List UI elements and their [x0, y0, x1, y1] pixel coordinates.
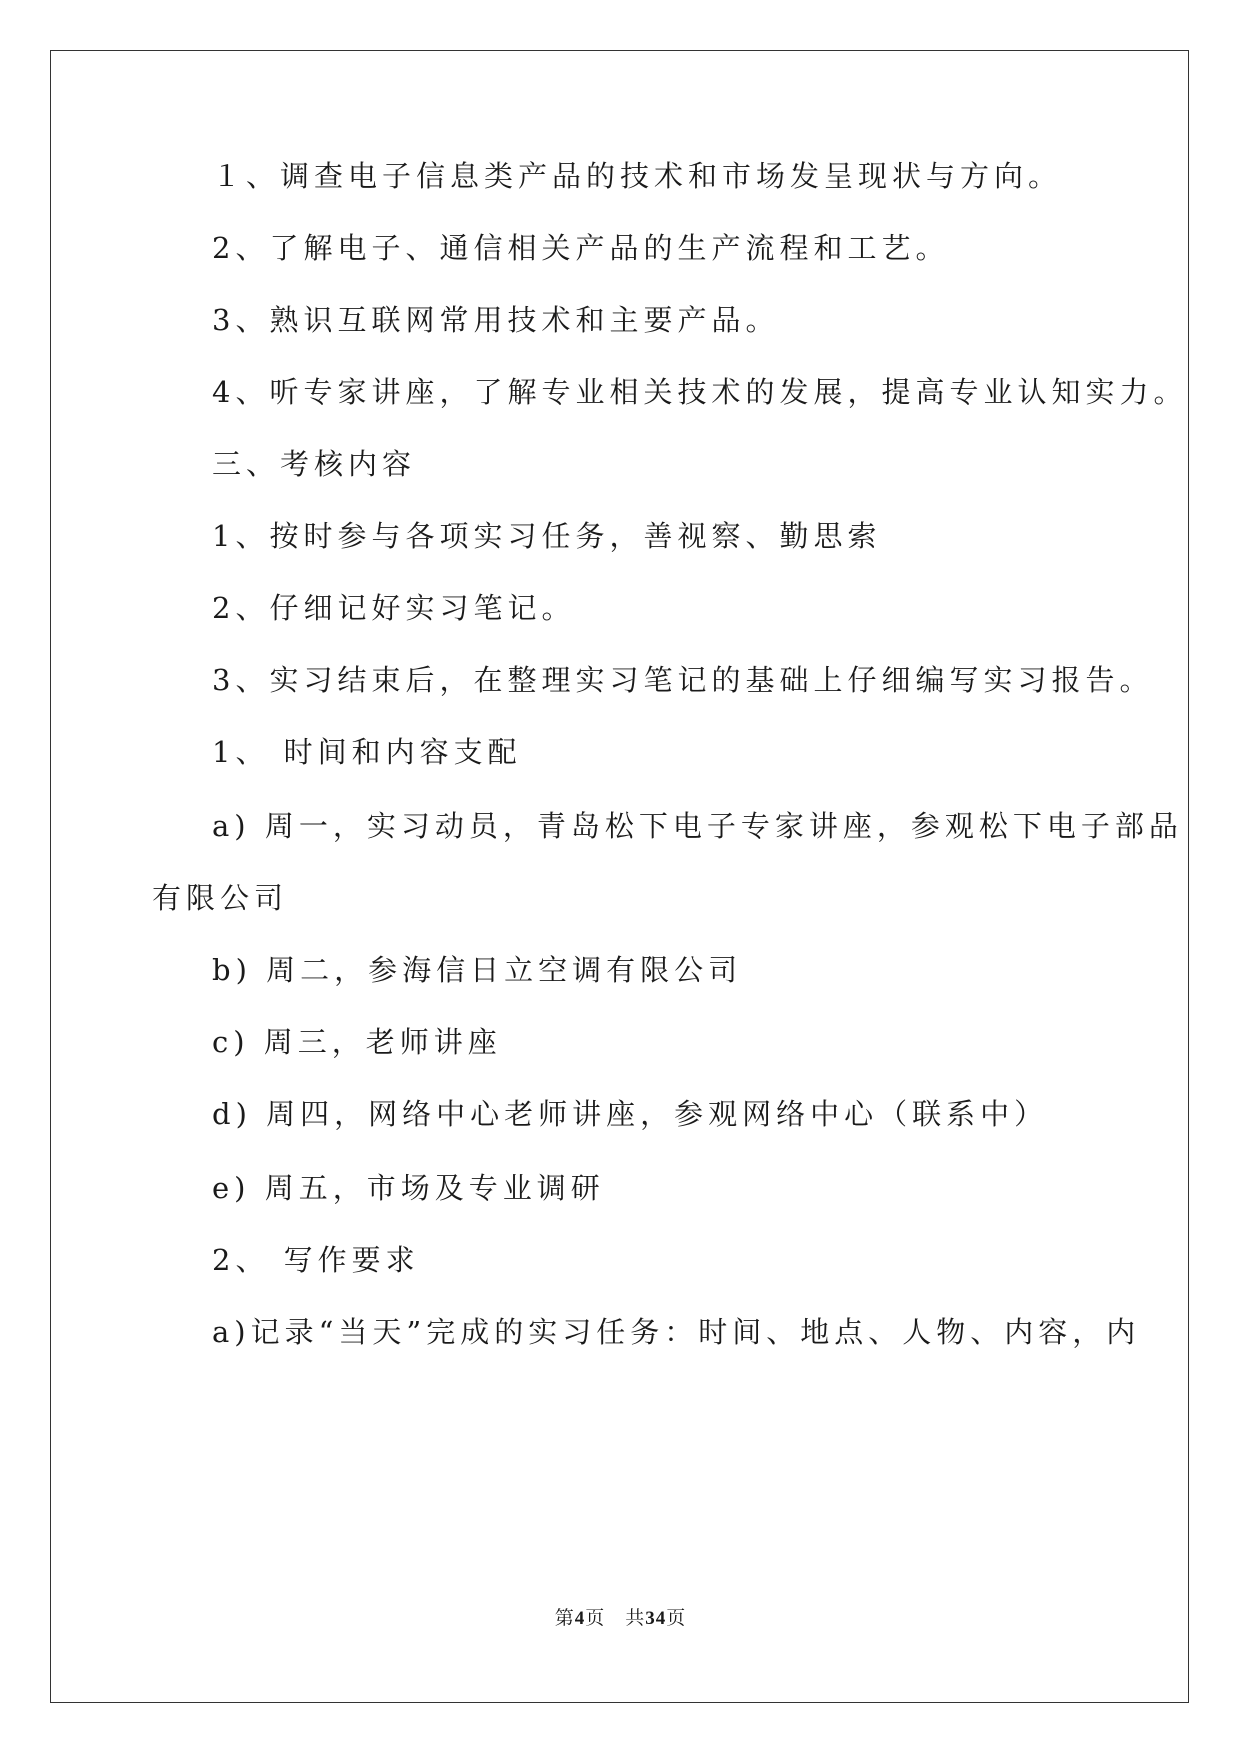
footer-page-number: 4	[574, 1608, 586, 1629]
subheading-writing: 2、 写作要求	[212, 1243, 420, 1277]
paragraph-2: 2、了解电子、通信相关产品的生产流程和工艺。	[212, 231, 950, 265]
schedule-item-d: d) 周四，网络中心老师讲座，参观网络中心（联系中）	[212, 1097, 1049, 1131]
paragraph-6: 2、仔细记好实习笔记。	[212, 591, 576, 625]
section-heading: 三、考核内容	[212, 447, 417, 481]
footer-prefix: 第	[554, 1608, 575, 1629]
writing-item-a: a)记录“当天”完成的实习任务：时间、地点、人物、内容，内	[212, 1315, 1141, 1349]
paragraph-3: 3、熟识互联网常用技术和主要产品。	[212, 303, 780, 337]
footer-suffix: 页	[666, 1608, 687, 1629]
schedule-item-b: b) 周二，参海信日立空调有限公司	[212, 953, 743, 987]
footer-mid: 页 共	[585, 1608, 646, 1629]
footer-total-pages: 34	[645, 1608, 667, 1629]
paragraph-1: １、调查电子信息类产品的技术和市场发呈现状与方向。	[212, 159, 1063, 193]
schedule-item-e: e) 周五，市场及专业调研	[212, 1171, 605, 1205]
paragraph-4: 4、听专家讲座，了解专业相关技术的发展，提高专业认知实力。	[212, 375, 1188, 409]
subheading-schedule: 1、 时间和内容支配	[212, 735, 522, 769]
page-frame	[50, 50, 1189, 1703]
schedule-item-a-cont: 有限公司	[152, 881, 289, 915]
page-footer	[0, 1603, 1241, 1630]
paragraph-5: 1、按时参与各项实习任务，善视察、勤思索	[212, 519, 882, 553]
paragraph-7: 3、实习结束后，在整理实习笔记的基础上仔细编写实习报告。	[212, 663, 1154, 697]
schedule-item-c: c) 周三，老师讲座	[212, 1025, 502, 1059]
schedule-item-a: a) 周一，实习动员，青岛松下电子专家讲座，参观松下电子部品	[212, 809, 1183, 843]
